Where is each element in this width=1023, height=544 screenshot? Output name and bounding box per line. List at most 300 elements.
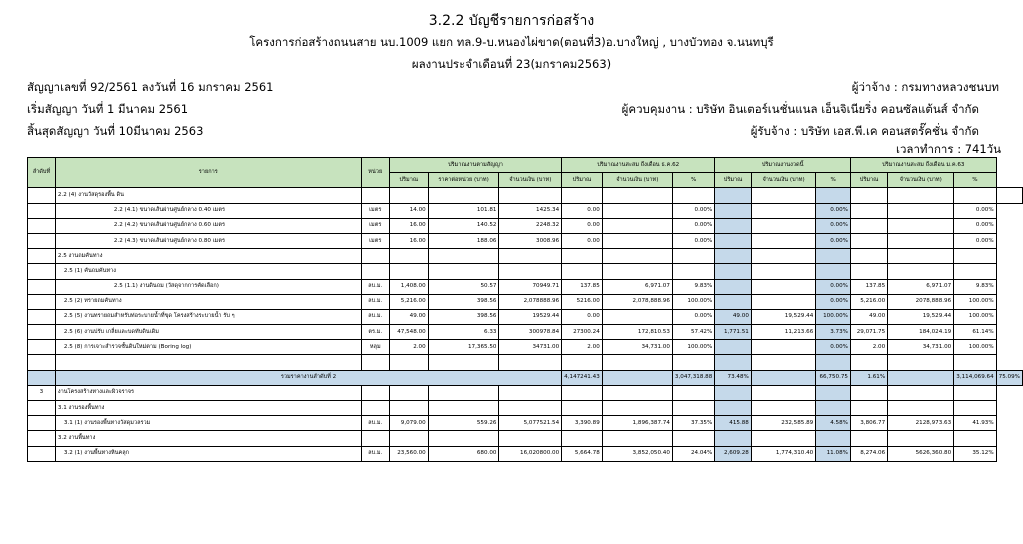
value-cell: 34,731.00 (888, 340, 954, 355)
value-cell (850, 249, 887, 264)
value-cell: 0.00% (954, 218, 996, 233)
row-unit-cell (361, 249, 389, 264)
table-row (28, 340, 1023, 355)
row-number-cell (28, 325, 56, 340)
table-row (28, 325, 1023, 340)
value-cell (672, 249, 714, 264)
value-cell (751, 218, 815, 233)
value-cell (602, 431, 672, 446)
value-cell (602, 264, 672, 279)
value-cell (954, 249, 996, 264)
value-cell: 0.00% (816, 233, 851, 248)
value-cell (850, 355, 887, 370)
row-number-cell (28, 355, 56, 370)
row-number-cell (28, 218, 56, 233)
value-cell (428, 431, 499, 446)
group-header-contract: ปริมาณงานตามสัญญา (389, 158, 561, 173)
value-cell: 29,071.75 (850, 325, 887, 340)
value-cell: 35.12% (954, 446, 996, 461)
report-title: 3.2.2 บัญชีรายการก่อสร้าง (428, 13, 595, 29)
value-cell: 1,771.51 (715, 325, 752, 340)
row-unit-cell (361, 401, 389, 416)
value-cell (562, 385, 603, 400)
value-cell (715, 249, 752, 264)
value-cell (850, 218, 887, 233)
sub-header-qty: ปริมาณ (850, 173, 887, 188)
value-cell: 137.85 (562, 279, 603, 294)
value-cell: 66,750.75 (816, 370, 851, 385)
value-cell: 3.73% (816, 325, 851, 340)
employer: ผู้ว่าจ้าง : กรมทางหลวงชนบท (851, 80, 999, 94)
value-cell (816, 355, 851, 370)
value-cell (499, 401, 562, 416)
sub-header-unit-price: ราคาต่อหน่วย (บาท) (428, 173, 499, 188)
row-item-cell: 2.2 (4.1) ขนาดเส้นผ่านศูนย์กลาง 0.40 เมตร (55, 203, 361, 218)
value-cell: 50.57 (428, 279, 499, 294)
construction-items-table (27, 157, 1023, 462)
row-unit-cell (361, 188, 389, 203)
value-cell: 3,806.77 (850, 416, 887, 431)
row-item-cell: รวมราคางานลำดับที่ 2 (55, 370, 561, 385)
value-cell: 3,114,069.64 (954, 370, 996, 385)
row-item-cell: 2.2 (4) งานวัสดุรองพื้น ดิน (55, 188, 361, 203)
value-cell (751, 233, 815, 248)
value-cell (715, 218, 752, 233)
value-cell: 5,664.78 (562, 446, 603, 461)
value-cell (888, 188, 954, 203)
contract-number: สัญญาเลขที่ 92/2561 ลงวันที่ 16 มกราคม 2561 (27, 80, 274, 94)
value-cell (562, 355, 603, 370)
value-cell (715, 401, 752, 416)
group-header-cumulative: ปริมาณงานสะสม ถึงเดือน ม.ค.63 (850, 158, 996, 173)
value-cell (602, 401, 672, 416)
value-cell: 0.00% (816, 203, 851, 218)
sub-header-amount: จำนวนเงิน (บาท) (602, 173, 672, 188)
col-header-unit: หน่วย (361, 158, 389, 188)
value-cell (888, 203, 954, 218)
row-unit-cell: ลบ.ม. (361, 294, 389, 309)
value-cell (389, 385, 428, 400)
value-cell (428, 188, 499, 203)
value-cell: 172,810.53 (602, 325, 672, 340)
value-cell: 188.06 (428, 233, 499, 248)
value-cell: 2,609.28 (715, 446, 752, 461)
value-cell (850, 385, 887, 400)
value-cell: 0.00% (672, 218, 714, 233)
value-cell: 100.00% (954, 340, 996, 355)
value-cell: 100.00% (954, 294, 996, 309)
value-cell: 5,216.00 (850, 294, 887, 309)
table-row (28, 309, 1023, 324)
value-cell (602, 370, 672, 385)
value-cell: 27300.24 (562, 325, 603, 340)
value-cell: 232,585.89 (751, 416, 815, 431)
row-unit-cell: ตร.ม. (361, 325, 389, 340)
value-cell (751, 340, 815, 355)
value-cell: 49.00 (715, 309, 752, 324)
value-cell: 3,390.89 (562, 416, 603, 431)
value-cell: 0.00% (672, 309, 714, 324)
value-cell: 0.00% (816, 279, 851, 294)
table-row (28, 401, 1023, 416)
value-cell: 5216.00 (562, 294, 603, 309)
supervisor: ผู้ควบคุมงาน : บริษัท อินเตอร์เนชั่นแนล เอ็นจิเนียริ่ง คอนซัลแต้นส์ จำกัด (621, 102, 979, 116)
row-number-cell (28, 370, 56, 385)
value-cell: 8,274.06 (850, 446, 887, 461)
value-cell: 16.00 (389, 233, 428, 248)
value-cell (888, 249, 954, 264)
report-period: ผลงานประจำเดือนที่ 23(มกราคม2563) (411, 57, 612, 71)
table-row (28, 355, 1023, 370)
value-cell (751, 264, 815, 279)
value-cell: 2128,973.63 (888, 416, 954, 431)
value-cell: 19529.44 (499, 309, 562, 324)
value-cell: 0.00% (954, 203, 996, 218)
value-cell (389, 188, 428, 203)
value-cell (954, 188, 996, 203)
row-item-cell: 3.1 งานรองพื้นทาง (55, 401, 361, 416)
value-cell (850, 233, 887, 248)
value-cell (672, 431, 714, 446)
row-item-cell: 3.2 (1) งานพื้นทางหินคลุก (55, 446, 361, 461)
row-number-cell (28, 188, 56, 203)
value-cell (816, 188, 851, 203)
value-cell (562, 188, 603, 203)
value-cell (850, 264, 887, 279)
row-number-cell (28, 431, 56, 446)
value-cell: 61.14% (954, 325, 996, 340)
value-cell: 3,047,318.88 (672, 370, 714, 385)
row-item-cell: 2.5 (1.1) งานดินถม (วัสดุจากการคัดเลือก) (55, 279, 361, 294)
value-cell (602, 233, 672, 248)
value-cell (602, 218, 672, 233)
table-row (28, 385, 1023, 400)
value-cell (850, 431, 887, 446)
value-cell: 0.00% (816, 340, 851, 355)
row-unit-cell (361, 355, 389, 370)
row-item-cell: 3.2 งานพื้นทาง (55, 431, 361, 446)
row-number-cell (28, 294, 56, 309)
row-unit-cell (361, 431, 389, 446)
contractor: ผู้รับจ้าง : บริษัท เอส.พี.เค คอนสตรั๊คชั่น จำกัด (750, 124, 979, 138)
value-cell (672, 188, 714, 203)
value-cell: 34,731.00 (602, 340, 672, 355)
value-cell: 5,077521.54 (499, 416, 562, 431)
value-cell (850, 401, 887, 416)
row-number-cell (28, 279, 56, 294)
value-cell (888, 264, 954, 279)
value-cell: 2.00 (562, 340, 603, 355)
col-header-no: ลำดับที่ (28, 158, 56, 188)
value-cell (954, 431, 996, 446)
value-cell (996, 188, 1022, 203)
row-number-cell (28, 416, 56, 431)
value-cell: 1,408.00 (389, 279, 428, 294)
value-cell (751, 431, 815, 446)
value-cell: 0.00 (562, 203, 603, 218)
value-cell (715, 188, 752, 203)
value-cell (715, 279, 752, 294)
value-cell: 100.00% (816, 309, 851, 324)
sub-header-pct: % (816, 173, 851, 188)
row-unit-cell: หลุม (361, 340, 389, 355)
value-cell: 398.56 (428, 309, 499, 324)
table-row (28, 188, 1023, 203)
sub-header-pct: % (672, 173, 714, 188)
row-number-cell (28, 233, 56, 248)
row-number-cell (28, 446, 56, 461)
value-cell: 5626,360.80 (888, 446, 954, 461)
table-row (28, 218, 1023, 233)
value-cell: 0.00 (562, 309, 603, 324)
value-cell (602, 188, 672, 203)
table-row (28, 264, 1023, 279)
value-cell (715, 385, 752, 400)
value-cell (751, 355, 815, 370)
value-cell (715, 203, 752, 218)
value-cell (816, 249, 851, 264)
table-row (28, 431, 1023, 446)
table-row (28, 279, 1023, 294)
value-cell: 559.26 (428, 416, 499, 431)
value-cell (715, 264, 752, 279)
value-cell (672, 355, 714, 370)
value-cell (602, 385, 672, 400)
value-cell (715, 431, 752, 446)
value-cell (850, 188, 887, 203)
value-cell (428, 355, 499, 370)
value-cell (888, 233, 954, 248)
row-number-cell (28, 249, 56, 264)
value-cell: 100.00% (672, 294, 714, 309)
value-cell: 2.00 (389, 340, 428, 355)
value-cell: 1,896,387.74 (602, 416, 672, 431)
row-item-cell: 2.5 งานถมคันทาง (55, 249, 361, 264)
value-cell (602, 355, 672, 370)
value-cell (562, 401, 603, 416)
value-cell: 19,529.44 (888, 309, 954, 324)
value-cell: 2,078,888.96 (602, 294, 672, 309)
row-unit-cell: ลบ.ม. (361, 309, 389, 324)
value-cell (751, 203, 815, 218)
table-row (28, 446, 1023, 461)
row-unit-cell: เมตร (361, 218, 389, 233)
value-cell (715, 294, 752, 309)
value-cell: 47,548.00 (389, 325, 428, 340)
row-number-cell (28, 309, 56, 324)
value-cell: 184,024.19 (888, 325, 954, 340)
table-row (28, 203, 1023, 218)
value-cell: 24.04% (672, 446, 714, 461)
value-cell (499, 188, 562, 203)
value-cell: 1425.34 (499, 203, 562, 218)
value-cell: 6,971.07 (602, 279, 672, 294)
value-cell (850, 203, 887, 218)
value-cell (954, 355, 996, 370)
value-cell: 57.42% (672, 325, 714, 340)
row-item-cell (55, 355, 361, 370)
row-number-cell: 3 (28, 385, 56, 400)
value-cell (888, 385, 954, 400)
value-cell: 101.81 (428, 203, 499, 218)
row-number-cell (28, 401, 56, 416)
value-cell (428, 401, 499, 416)
value-cell (672, 264, 714, 279)
table-row (28, 249, 1023, 264)
value-cell (499, 385, 562, 400)
value-cell: 0.00% (816, 294, 851, 309)
value-cell (715, 340, 752, 355)
value-cell: 9,079.00 (389, 416, 428, 431)
value-cell (562, 431, 603, 446)
row-unit-cell (361, 264, 389, 279)
value-cell (428, 249, 499, 264)
value-cell: 3008.96 (499, 233, 562, 248)
value-cell (888, 218, 954, 233)
value-cell: 0.00% (816, 218, 851, 233)
group-header-prev-cumulative: ปริมาณงานสะสม ถึงเดือน ธ.ค.62 (562, 158, 715, 173)
value-cell: 41.93% (954, 416, 996, 431)
contract-end: สิ้นสุดสัญญา วันที่ 10มีนาคม 2563 (27, 124, 204, 138)
value-cell: 14.00 (389, 203, 428, 218)
row-unit-cell: เมตร (361, 203, 389, 218)
value-cell: 9.83% (954, 279, 996, 294)
value-cell: 70949.71 (499, 279, 562, 294)
sub-header-amount: จำนวนเงิน (บาท) (751, 173, 815, 188)
row-item-cell: 2.2 (4.2) ขนาดเส้นผ่านศูนย์กลาง 0.60 เมตร (55, 218, 361, 233)
value-cell: 300978.84 (499, 325, 562, 340)
value-cell: 4.58% (816, 416, 851, 431)
value-cell: 49.00 (389, 309, 428, 324)
row-item-cell: 2.5 (6) งานปรับ เกลี่ยและบดทับดินเดิม (55, 325, 361, 340)
value-cell (816, 401, 851, 416)
value-cell: 0.00 (562, 218, 603, 233)
value-cell: 49.00 (850, 309, 887, 324)
value-cell: 0.00% (672, 233, 714, 248)
value-cell (751, 401, 815, 416)
value-cell (428, 385, 499, 400)
value-cell (602, 203, 672, 218)
value-cell (816, 431, 851, 446)
value-cell: 37.35% (672, 416, 714, 431)
value-cell: 398.56 (428, 294, 499, 309)
value-cell: 75.09% (996, 370, 1022, 385)
value-cell: 19,529.44 (751, 309, 815, 324)
value-cell: 0.00% (954, 233, 996, 248)
value-cell: 16.00 (389, 218, 428, 233)
value-cell (888, 370, 954, 385)
sub-header-pct: % (954, 173, 996, 188)
value-cell (562, 264, 603, 279)
row-item-cell: 2.2 (4.3) ขนาดเส้นผ่านศูนย์กลาง 0.80 เมตร (55, 233, 361, 248)
row-number-cell (28, 340, 56, 355)
value-cell (715, 355, 752, 370)
row-item-cell: งานโครงสร้างทางและผิวจราจร (55, 385, 361, 400)
value-cell (888, 431, 954, 446)
table-summary-row (28, 370, 1023, 385)
sub-header-amount: จำนวนเงิน (บาท) (888, 173, 954, 188)
table-row (28, 416, 1023, 431)
value-cell (751, 279, 815, 294)
table-row (28, 294, 1023, 309)
value-cell (428, 264, 499, 279)
value-cell: 4,147241.43 (562, 370, 603, 385)
value-cell: 2248.32 (499, 218, 562, 233)
value-cell: 6.33 (428, 325, 499, 340)
value-cell: 415.88 (715, 416, 752, 431)
value-cell: 3,852,050.40 (602, 446, 672, 461)
value-cell: 5,216.00 (389, 294, 428, 309)
value-cell: 23,560.00 (389, 446, 428, 461)
row-item-cell: 3.1 (1) งานรองพื้นทางวัสดุมวลรวม (55, 416, 361, 431)
row-unit-cell: ลบ.ม. (361, 279, 389, 294)
value-cell: 1,774,310.40 (751, 446, 815, 461)
value-cell: 140.52 (428, 218, 499, 233)
value-cell: 0.00 (562, 233, 603, 248)
value-cell: 2078,888.96 (888, 294, 954, 309)
value-cell: 6,971.07 (888, 279, 954, 294)
value-cell: 100.00% (672, 340, 714, 355)
value-cell (751, 370, 815, 385)
value-cell: 1.61% (850, 370, 887, 385)
row-number-cell (28, 203, 56, 218)
value-cell (751, 249, 815, 264)
project-name: โครงการก่อสร้างถนนสาย นบ.1009 แยก ทล.9-บ.หนองไผ่ขาด(ตอนที่3)อ.บางใหญ่ , บางบัวทอง จ.นนทบุรี (249, 35, 774, 49)
value-cell (499, 355, 562, 370)
value-cell (389, 264, 428, 279)
value-cell: 11,213.66 (751, 325, 815, 340)
table-row (28, 233, 1023, 248)
value-cell (389, 401, 428, 416)
value-cell (888, 401, 954, 416)
row-unit-cell: เมตร (361, 233, 389, 248)
value-cell: 9.83% (672, 279, 714, 294)
row-unit-cell (361, 385, 389, 400)
contract-start: เริ่มสัญญา วันที่ 1 มีนาคม 2561 (27, 102, 189, 116)
value-cell: 0.00% (672, 203, 714, 218)
value-cell (499, 431, 562, 446)
value-cell (751, 294, 815, 309)
value-cell (954, 401, 996, 416)
sub-header-amount: จำนวนเงิน (บาท) (499, 173, 562, 188)
value-cell (888, 355, 954, 370)
value-cell (602, 309, 672, 324)
work-duration: เวลาทำการ : 741วัน (896, 142, 1001, 156)
value-cell (499, 249, 562, 264)
row-item-cell: 2.5 (1) คันถมคันทาง (55, 264, 361, 279)
value-cell: 680.00 (428, 446, 499, 461)
value-cell (602, 249, 672, 264)
value-cell (672, 385, 714, 400)
row-unit-cell: ลบ.ม. (361, 416, 389, 431)
value-cell: 16,020800.00 (499, 446, 562, 461)
value-cell (389, 431, 428, 446)
value-cell (389, 355, 428, 370)
value-cell (715, 233, 752, 248)
col-header-item: รายการ (55, 158, 361, 188)
value-cell (751, 385, 815, 400)
value-cell (499, 264, 562, 279)
value-cell: 2,078888.96 (499, 294, 562, 309)
value-cell (816, 264, 851, 279)
row-number-cell (28, 264, 56, 279)
value-cell (816, 385, 851, 400)
row-item-cell: 2.5 (8) การเจาะสำรวจชั้นดินใหม่ตาม (Boring log) (55, 340, 361, 355)
sub-header-qty: ปริมาณ (715, 173, 752, 188)
value-cell (751, 188, 815, 203)
value-cell (954, 385, 996, 400)
group-header-this-period: ปริมาณงานงวดนี้ (715, 158, 851, 173)
